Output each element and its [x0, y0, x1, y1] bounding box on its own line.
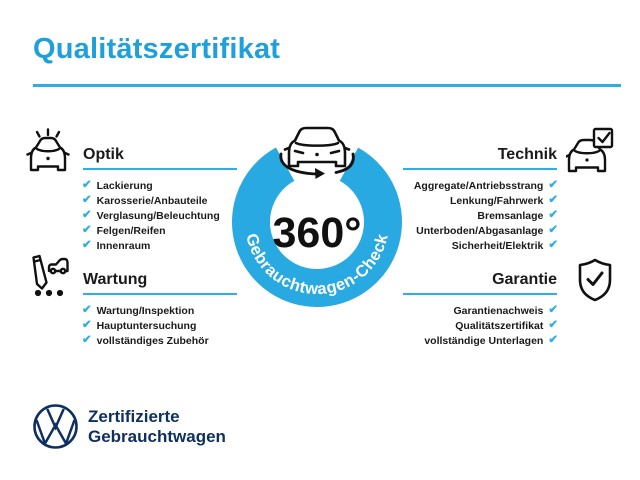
brand-line-1: Zertifizierte: [88, 407, 180, 426]
brand-text: [88, 407, 226, 446]
check-icon: ✔: [548, 238, 558, 251]
list-item-label: Karosserie/Anbauteile: [96, 194, 208, 207]
section-title-optik: Optik: [83, 146, 124, 163]
list-item-label: Unterboden/Abgasanlage: [416, 224, 544, 237]
list-item: [358, 318, 558, 333]
list-item: [82, 303, 209, 318]
section-divider-wartung: [83, 293, 237, 295]
list-item: [82, 333, 209, 348]
check-icon: ✔: [548, 208, 558, 221]
shield-check-icon: [577, 258, 613, 302]
list-item: [82, 178, 220, 193]
360-check-badge: [225, 118, 415, 314]
list-item-label: Sicherheit/Elektrik: [451, 239, 544, 252]
list-item: [82, 193, 220, 208]
check-icon: ✔: [548, 178, 558, 191]
check-icon: ✔: [548, 318, 558, 331]
list-item-label: Verglasung/Beleuchtung: [96, 209, 220, 222]
list-item-label: Lenkung/Fahrwerk: [450, 194, 544, 207]
brand-line-2: Gebrauchtwagen: [88, 426, 226, 446]
section-divider-garantie: [403, 293, 557, 295]
list-item-label: Lackierung: [96, 179, 153, 192]
car-checkbox-icon: [566, 127, 616, 174]
check-icon: ✔: [82, 208, 92, 221]
car-rotate-icon: [281, 128, 354, 179]
list-item-label: Innenraum: [96, 239, 151, 252]
check-icon: ✔: [82, 223, 92, 236]
optik-checklist: [82, 178, 220, 253]
list-item-label: Qualitätszertifikat: [455, 319, 544, 332]
section-title-garantie: Garantie: [492, 271, 557, 288]
check-icon: ✔: [548, 223, 558, 236]
list-item: [82, 223, 220, 238]
section-title-technik: Technik: [497, 146, 557, 163]
list-item-label: Felgen/Reifen: [96, 224, 166, 237]
vw-logo: [32, 403, 79, 450]
list-item: [82, 208, 220, 223]
list-item-label: vollständiges Zubehör: [96, 334, 209, 347]
check-icon: ✔: [82, 178, 92, 191]
list-item: [82, 318, 209, 333]
degrees-label: 360°: [272, 209, 362, 257]
section-divider-technik: [403, 168, 557, 170]
check-icon: ✔: [82, 333, 92, 346]
wartung-checklist: [82, 303, 209, 348]
list-item: [82, 238, 220, 253]
list-item: [358, 333, 558, 348]
section-title-wartung: Wartung: [83, 271, 148, 288]
title-divider: [33, 84, 621, 87]
check-icon: ✔: [548, 333, 558, 346]
section-divider-optik: [83, 168, 237, 170]
check-icon: ✔: [82, 193, 92, 206]
check-icon: ✔: [548, 193, 558, 206]
check-icon: ✔: [82, 238, 92, 251]
list-item-label: Garantienachweis: [453, 304, 544, 317]
ring-curved-label: Gebrauchtwagen-Check: [242, 231, 392, 299]
list-item-label: vollständige Unterlagen: [424, 334, 544, 347]
check-icon: ✔: [82, 303, 92, 316]
car-shine-icon: [26, 128, 70, 174]
list-item-label: Aggregate/Antriebsstrang: [413, 179, 544, 192]
list-item-label: Bremsanlage: [477, 209, 544, 222]
page-title: Qualitätszertifikat: [33, 33, 281, 65]
list-item-label: Wartung/Inspektion: [96, 304, 195, 317]
check-icon: ✔: [548, 303, 558, 316]
list-item-label: Hauptuntersuchung: [96, 319, 197, 332]
check-icon: ✔: [82, 318, 92, 331]
pencil-car-icon: [24, 253, 70, 299]
